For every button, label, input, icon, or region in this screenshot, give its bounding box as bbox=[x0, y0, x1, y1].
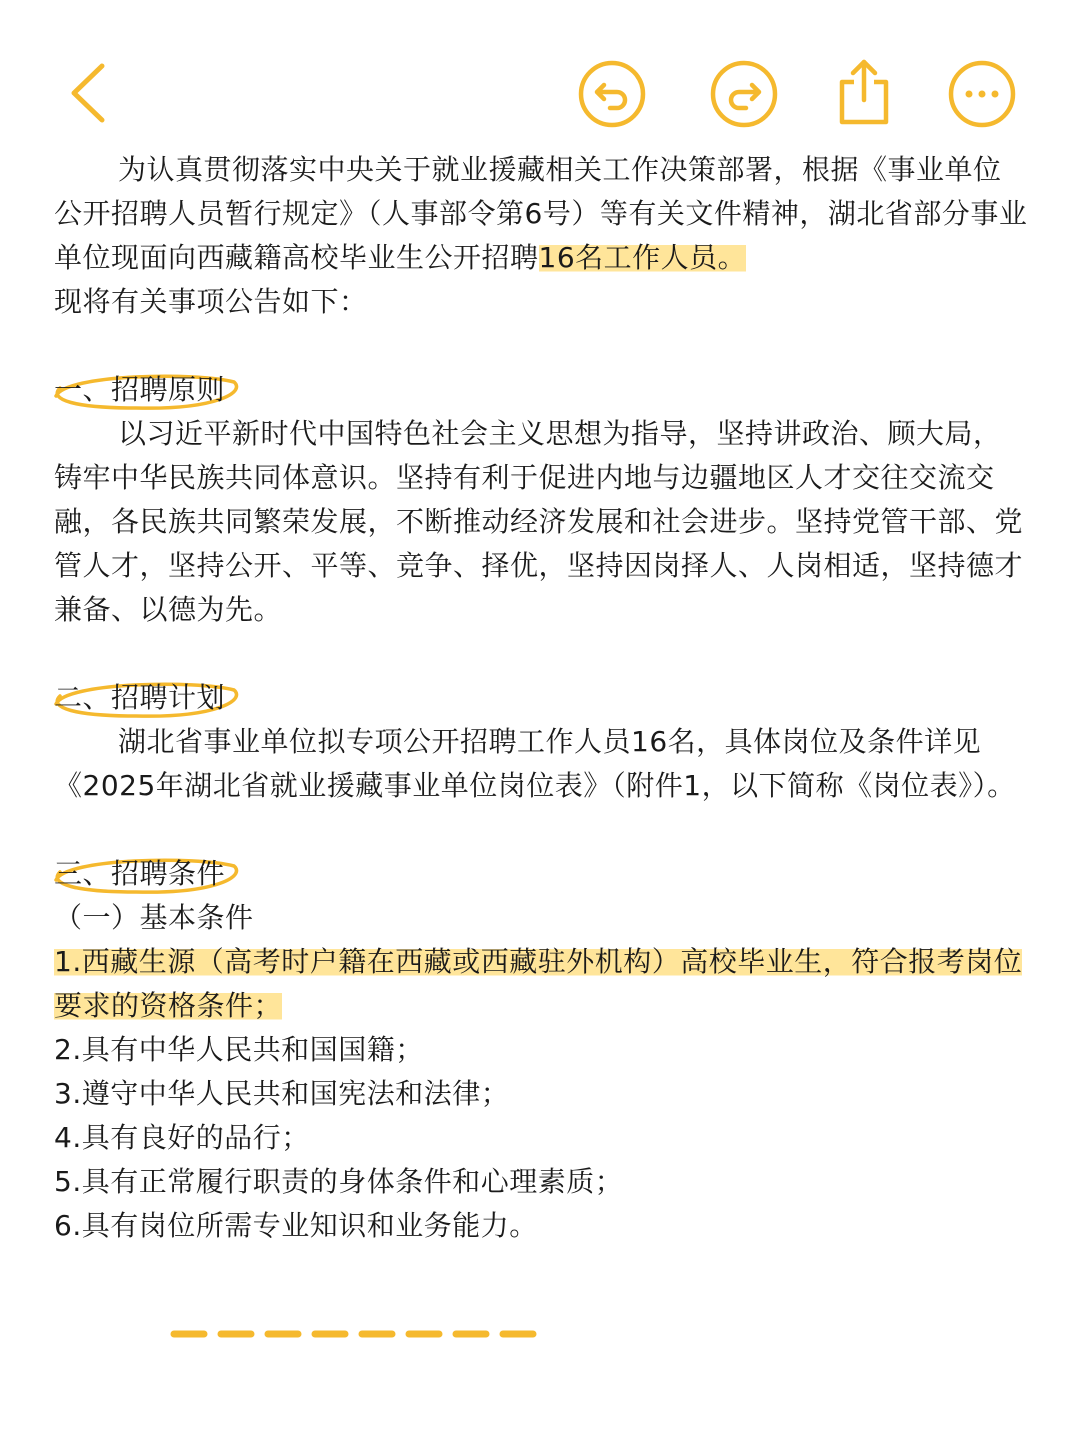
more-icon bbox=[947, 59, 1017, 129]
intro-paragraph bbox=[54, 148, 1029, 324]
share-icon bbox=[834, 56, 894, 128]
section-heading-1 bbox=[54, 368, 1029, 412]
highlighted-text: 16名工作人员。 bbox=[538, 241, 747, 274]
intro-text: 为认真贯彻落实中央关于就业援藏相关工作决策部署，根据《事业单位公开招聘人员暂行规定》（人事部令第6号）等有关文件精神，湖北省部分事业单位现面向西藏籍高校毕业生公开招聘 bbox=[54, 153, 1028, 274]
section-heading-2 bbox=[54, 676, 1029, 720]
heading-text: 一、招聘原则 bbox=[54, 373, 226, 406]
back-button[interactable] bbox=[62, 60, 118, 126]
document-body[interactable] bbox=[54, 148, 1029, 1248]
intro-text-end: 现将有关事项公告如下： bbox=[54, 285, 368, 318]
more-button[interactable] bbox=[947, 59, 1017, 129]
condition-item-3: 3.遵守中华人民共和国宪法和法律； bbox=[54, 1077, 510, 1110]
spacer bbox=[54, 808, 1029, 852]
section-heading-3 bbox=[54, 852, 1029, 896]
condition-item-1: 1.西藏生源（高考时户籍在西藏或西藏驻外机构）高校毕业生，符合报考岗位要求的资格条件； bbox=[54, 945, 1023, 1022]
redo-icon bbox=[709, 59, 779, 129]
section-2-body: 湖北省事业单位拟专项公开招聘工作人员16名，具体岗位及条件详见《2025年湖北省就业援藏事业单位岗位表》（附件1，以下简称《岗位表》）。 bbox=[54, 725, 1016, 802]
spacer bbox=[54, 324, 1029, 368]
condition-item-4: 4.具有良好的品行； bbox=[54, 1121, 310, 1154]
toolbar bbox=[0, 0, 1080, 150]
redo-button[interactable] bbox=[709, 59, 779, 129]
dashed-divider bbox=[170, 1328, 550, 1340]
heading-text: 三、招聘条件 bbox=[54, 857, 226, 890]
condition-item-2: 2.具有中华人民共和国国籍； bbox=[54, 1033, 424, 1066]
heading-text: 二、招聘计划 bbox=[54, 681, 226, 714]
spacer bbox=[54, 632, 1029, 676]
section-1-body: 以习近平新时代中国特色社会主义思想为指导，坚持讲政治、顾大局，铸牢中华民族共同体意识。坚持有利于促进内地与边疆地区人才交往交流交融，各民族共同繁荣发展，不断推动经济发展和社会进步。坚持党管干部、党管人才，坚持公开、平等、竞争、择优，坚持因岗择人、人岗相适，坚持德才兼备、以德为先。 bbox=[54, 417, 1024, 626]
section-3-subtitle: （一）基本条件 bbox=[54, 901, 254, 934]
undo-button[interactable] bbox=[577, 59, 647, 129]
condition-item-5: 5.具有正常履行职责的身体条件和心理素质； bbox=[54, 1165, 624, 1198]
condition-item-6: 6.具有岗位所需专业知识和业务能力。 bbox=[54, 1209, 538, 1242]
back-chevron-icon bbox=[62, 60, 118, 126]
share-button[interactable] bbox=[834, 56, 894, 128]
undo-icon bbox=[577, 59, 647, 129]
